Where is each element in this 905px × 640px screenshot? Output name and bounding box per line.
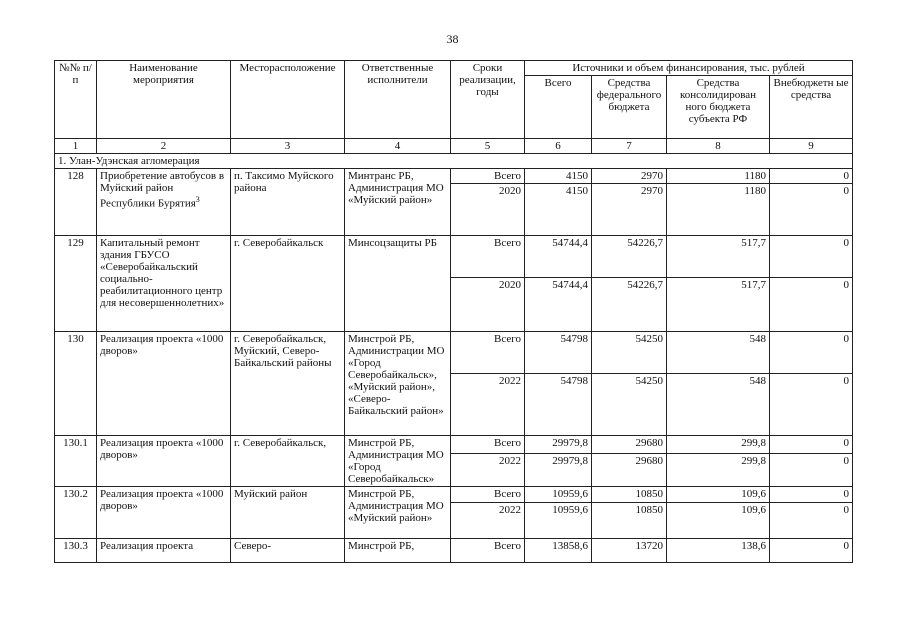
- federal-cell: 29680: [592, 454, 667, 487]
- header-period: Сроки реализации, годы: [451, 61, 525, 139]
- responsible-cell: Минстрой РБ,: [345, 539, 451, 563]
- measure-name: Реализация проекта «1000 дворов»: [97, 332, 231, 436]
- header-responsible: Ответственные исполнители: [345, 61, 451, 139]
- period-cell: Всего: [451, 539, 525, 563]
- total-cell: 4150: [525, 169, 592, 184]
- period-cell: Всего: [451, 236, 525, 278]
- federal-cell: 54226,7: [592, 278, 667, 332]
- federal-cell: 2970: [592, 184, 667, 236]
- total-cell: 29979,8: [525, 436, 592, 454]
- regional-cell: 109,6: [667, 503, 770, 539]
- regional-cell: 517,7: [667, 278, 770, 332]
- column-number: 8: [667, 139, 770, 154]
- column-number: 1: [55, 139, 97, 154]
- total-cell: 54744,4: [525, 236, 592, 278]
- row-number: 128: [55, 169, 97, 236]
- responsible-cell: Минстрой РБ, Администрация МО «Город Северобайкальск»: [345, 436, 451, 487]
- column-number: 3: [231, 139, 345, 154]
- regional-cell: 548: [667, 374, 770, 436]
- regional-cell: 1180: [667, 169, 770, 184]
- total-cell: 10959,6: [525, 503, 592, 539]
- header-extra: Внебюджетн ые средства: [770, 76, 853, 139]
- row-number: 129: [55, 236, 97, 332]
- row-number: 130.1: [55, 436, 97, 487]
- responsible-cell: Минстрой РБ, Администрация МО «Муйский район»: [345, 487, 451, 539]
- location-cell: п. Таксимо Муйского района: [231, 169, 345, 236]
- measure-name: Капитальный ремонт здания ГБУСО «Северобайкальский социально-реабилитационного центр для несовершеннолетних»: [97, 236, 231, 332]
- extra-cell: 0: [770, 278, 853, 332]
- extra-cell: 0: [770, 169, 853, 184]
- regional-cell: 138,6: [667, 539, 770, 563]
- total-cell: 54744,4: [525, 278, 592, 332]
- total-cell: 10959,6: [525, 487, 592, 503]
- section-title: 1. Улан-Удэнская агломерация: [55, 154, 853, 169]
- extra-cell: 0: [770, 374, 853, 436]
- period-cell: Всего: [451, 487, 525, 503]
- regional-cell: 299,8: [667, 454, 770, 487]
- federal-cell: 54250: [592, 374, 667, 436]
- extra-cell: 0: [770, 487, 853, 503]
- period-cell: 2020: [451, 184, 525, 236]
- column-number: 7: [592, 139, 667, 154]
- total-cell: 54798: [525, 374, 592, 436]
- extra-cell: 0: [770, 503, 853, 539]
- header-financing: Источники и объем финансирования, тыс. рублей: [525, 61, 853, 76]
- period-cell: Всего: [451, 169, 525, 184]
- extra-cell: 0: [770, 539, 853, 563]
- federal-cell: 10850: [592, 487, 667, 503]
- column-number: 5: [451, 139, 525, 154]
- period-cell: 2020: [451, 278, 525, 332]
- period-cell: Всего: [451, 436, 525, 454]
- period-cell: 2022: [451, 503, 525, 539]
- regional-cell: 1180: [667, 184, 770, 236]
- total-cell: 54798: [525, 332, 592, 374]
- responsible-cell: Минтранс РБ, Администрация МО «Муйский район»: [345, 169, 451, 236]
- measure-name: Реализация проекта: [97, 539, 231, 563]
- footnote-mark: 3: [195, 195, 200, 204]
- row-number: 130.2: [55, 487, 97, 539]
- location-cell: г. Северобайкальск,: [231, 436, 345, 487]
- location-cell: Северо-: [231, 539, 345, 563]
- federal-cell: 54250: [592, 332, 667, 374]
- header-num: №№ п/п: [55, 61, 97, 139]
- location-cell: Муйский район: [231, 487, 345, 539]
- column-number: 2: [97, 139, 231, 154]
- header-name: Наименование мероприятия: [97, 61, 231, 139]
- federal-cell: 54226,7: [592, 236, 667, 278]
- measure-name: Реализация проекта «1000 дворов»: [97, 487, 231, 539]
- measure-name: Реализация проекта «1000 дворов»: [97, 436, 231, 487]
- extra-cell: 0: [770, 436, 853, 454]
- extra-cell: 0: [770, 236, 853, 278]
- regional-cell: 299,8: [667, 436, 770, 454]
- federal-cell: 10850: [592, 503, 667, 539]
- responsible-cell: Минстрой РБ, Администрации МО «Город Северобайкальск», «Муйский район», «Северо-Байкальский район»: [345, 332, 451, 436]
- row-number: 130.3: [55, 539, 97, 563]
- federal-cell: 13720: [592, 539, 667, 563]
- extra-cell: 0: [770, 332, 853, 374]
- header-location: Месторасположение: [231, 61, 345, 139]
- header-total: Всего: [525, 76, 592, 139]
- federal-cell: 2970: [592, 169, 667, 184]
- period-cell: Всего: [451, 332, 525, 374]
- column-number: 4: [345, 139, 451, 154]
- column-number: 9: [770, 139, 853, 154]
- header-federal: Средства федерального бюджета: [592, 76, 667, 139]
- column-number: 6: [525, 139, 592, 154]
- financing-table: [54, 60, 853, 563]
- header-regional: Средства консолидирован ного бюджета субъекта РФ: [667, 76, 770, 139]
- total-cell: 29979,8: [525, 454, 592, 487]
- regional-cell: 548: [667, 332, 770, 374]
- location-cell: г. Северобайкальск, Муйский, Северо-Байкальский районы: [231, 332, 345, 436]
- regional-cell: 517,7: [667, 236, 770, 278]
- responsible-cell: Минсоцзащиты РБ: [345, 236, 451, 332]
- row-number: 130: [55, 332, 97, 436]
- federal-cell: 29680: [592, 436, 667, 454]
- period-cell: 2022: [451, 454, 525, 487]
- extra-cell: 0: [770, 454, 853, 487]
- regional-cell: 109,6: [667, 487, 770, 503]
- period-cell: 2022: [451, 374, 525, 436]
- page-number: 38: [446, 32, 459, 46]
- measure-name: Приобретение автобусов в Муйский район Республики Бурятия$^3$: [97, 169, 231, 236]
- total-cell: 4150: [525, 184, 592, 236]
- total-cell: 13858,6: [525, 539, 592, 563]
- extra-cell: 0: [770, 184, 853, 236]
- location-cell: г. Северобайкальск: [231, 236, 345, 332]
